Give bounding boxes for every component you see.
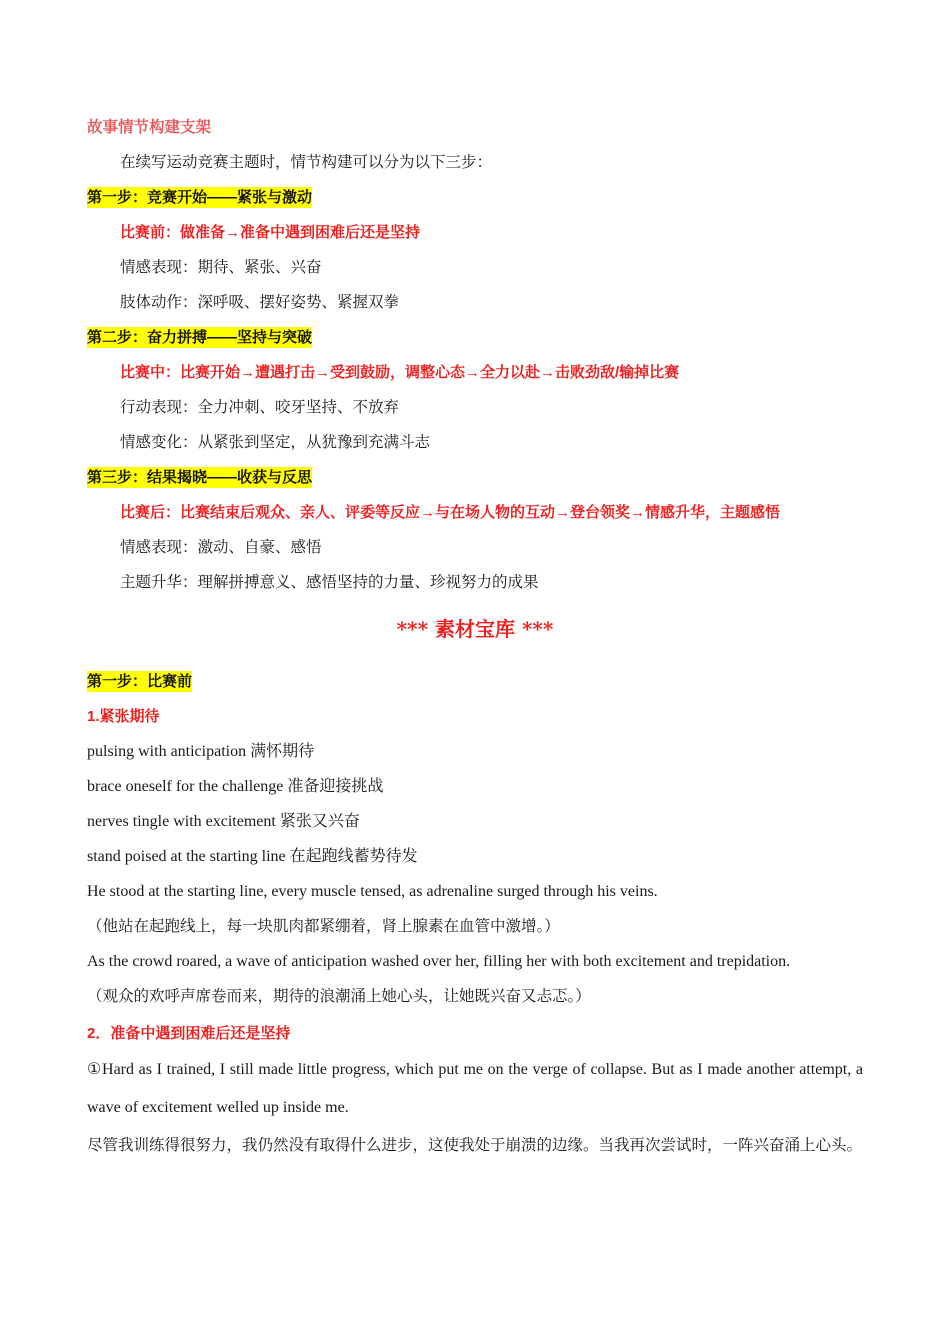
library-step-heading-text: 第一步：比赛前 bbox=[87, 673, 193, 690]
sentence-1-en: He stood at the starting line, every muscle tensed, as adrenaline surged through his veins. bbox=[87, 883, 658, 900]
framework-title: 故事情节构建支架 bbox=[87, 119, 212, 136]
step-2-detail-2: 情感变化：从紧张到坚定，从犹豫到充满斗志 bbox=[120, 434, 431, 451]
step-1-heading bbox=[87, 180, 863, 215]
sentence-1-cn: （他站在起跑线上，每一块肌肉都紧绷着，肾上腺素在血管中激增。） bbox=[87, 918, 560, 935]
step-1-heading-text: 第一步：竞赛开始——紧张与激动 bbox=[87, 189, 313, 206]
sentence-2-cn: （观众的欢呼声席卷而来，期待的浪潮涌上她心头，让她既兴奋又忐忑。） bbox=[87, 988, 591, 1005]
step-2-heading bbox=[87, 320, 863, 355]
step-1-detail-2: 肢体动作：深呼吸、摆好姿势、紧握双拳 bbox=[120, 294, 400, 311]
sentence-2-en: As the crowd roared, a wave of anticipation washed over her, filling her with both excitement and trepidation. bbox=[87, 953, 791, 970]
step-2-summary: 比赛中：比赛开始→遭遇打击→受到鼓励，调整心态→全力以赴→击败劲敌/输掉比赛 bbox=[120, 364, 680, 381]
section-2-paragraph-cn: 尽管我训练得很努力，我仍然没有取得什么进步，这使我处于崩溃的边缘。当我再次尝试时，一阵兴奋涌上心头。 bbox=[87, 1137, 863, 1154]
step-2-detail-1: 行动表现：全力冲刺、咬牙坚持、不放弃 bbox=[120, 399, 400, 416]
step-3-detail-2: 主题升华：理解拼搏意义、感悟坚持的力量、珍视努力的成果 bbox=[120, 574, 539, 591]
step-2-heading-text: 第二步：奋力拼搏——坚持与突破 bbox=[87, 329, 313, 346]
phrase-3: nerves tingle with excitement 紧张又兴奋 bbox=[87, 813, 360, 830]
phrase-2: brace oneself for the challenge 准备迎接挑战 bbox=[87, 778, 384, 795]
step-3-heading-text: 第三步：结果揭晓——收获与反思 bbox=[87, 469, 313, 486]
step-3-heading bbox=[87, 460, 863, 495]
document-page bbox=[87, 110, 863, 1165]
step-1-summary: 比赛前：做准备→准备中遇到困难后还是坚持 bbox=[120, 224, 421, 241]
phrase-4: stand poised at the starting line 在起跑线蓄势待发 bbox=[87, 848, 418, 865]
step-3-summary: 比赛后：比赛结束后观众、亲人、评委等反应→与在场人物的互动→登台领奖→情感升华，主题感悟 bbox=[120, 504, 781, 521]
section-2-paragraph-en: ①Hard as I trained, I still made little progress, which put me on the verge of collapse. But as I made another attempt, a wave of excitement welled up inside me. bbox=[87, 1061, 863, 1116]
step-1-detail-1: 情感表现：期待、紧张、兴奋 bbox=[120, 259, 322, 276]
framework-intro: 在续写运动竞赛主题时，情节构建可以分为以下三步： bbox=[120, 154, 493, 171]
library-step-heading bbox=[87, 664, 863, 699]
section-2-title: 2．准备中遇到困难后还是坚持 bbox=[87, 1025, 291, 1042]
section-1-title: 1.紧张期待 bbox=[87, 708, 160, 725]
library-title: *** 素材宝库 *** bbox=[396, 617, 554, 641]
step-3-detail-1: 情感表现：激动、自豪、感悟 bbox=[120, 539, 322, 556]
phrase-1: pulsing with anticipation 满怀期待 bbox=[87, 743, 315, 760]
